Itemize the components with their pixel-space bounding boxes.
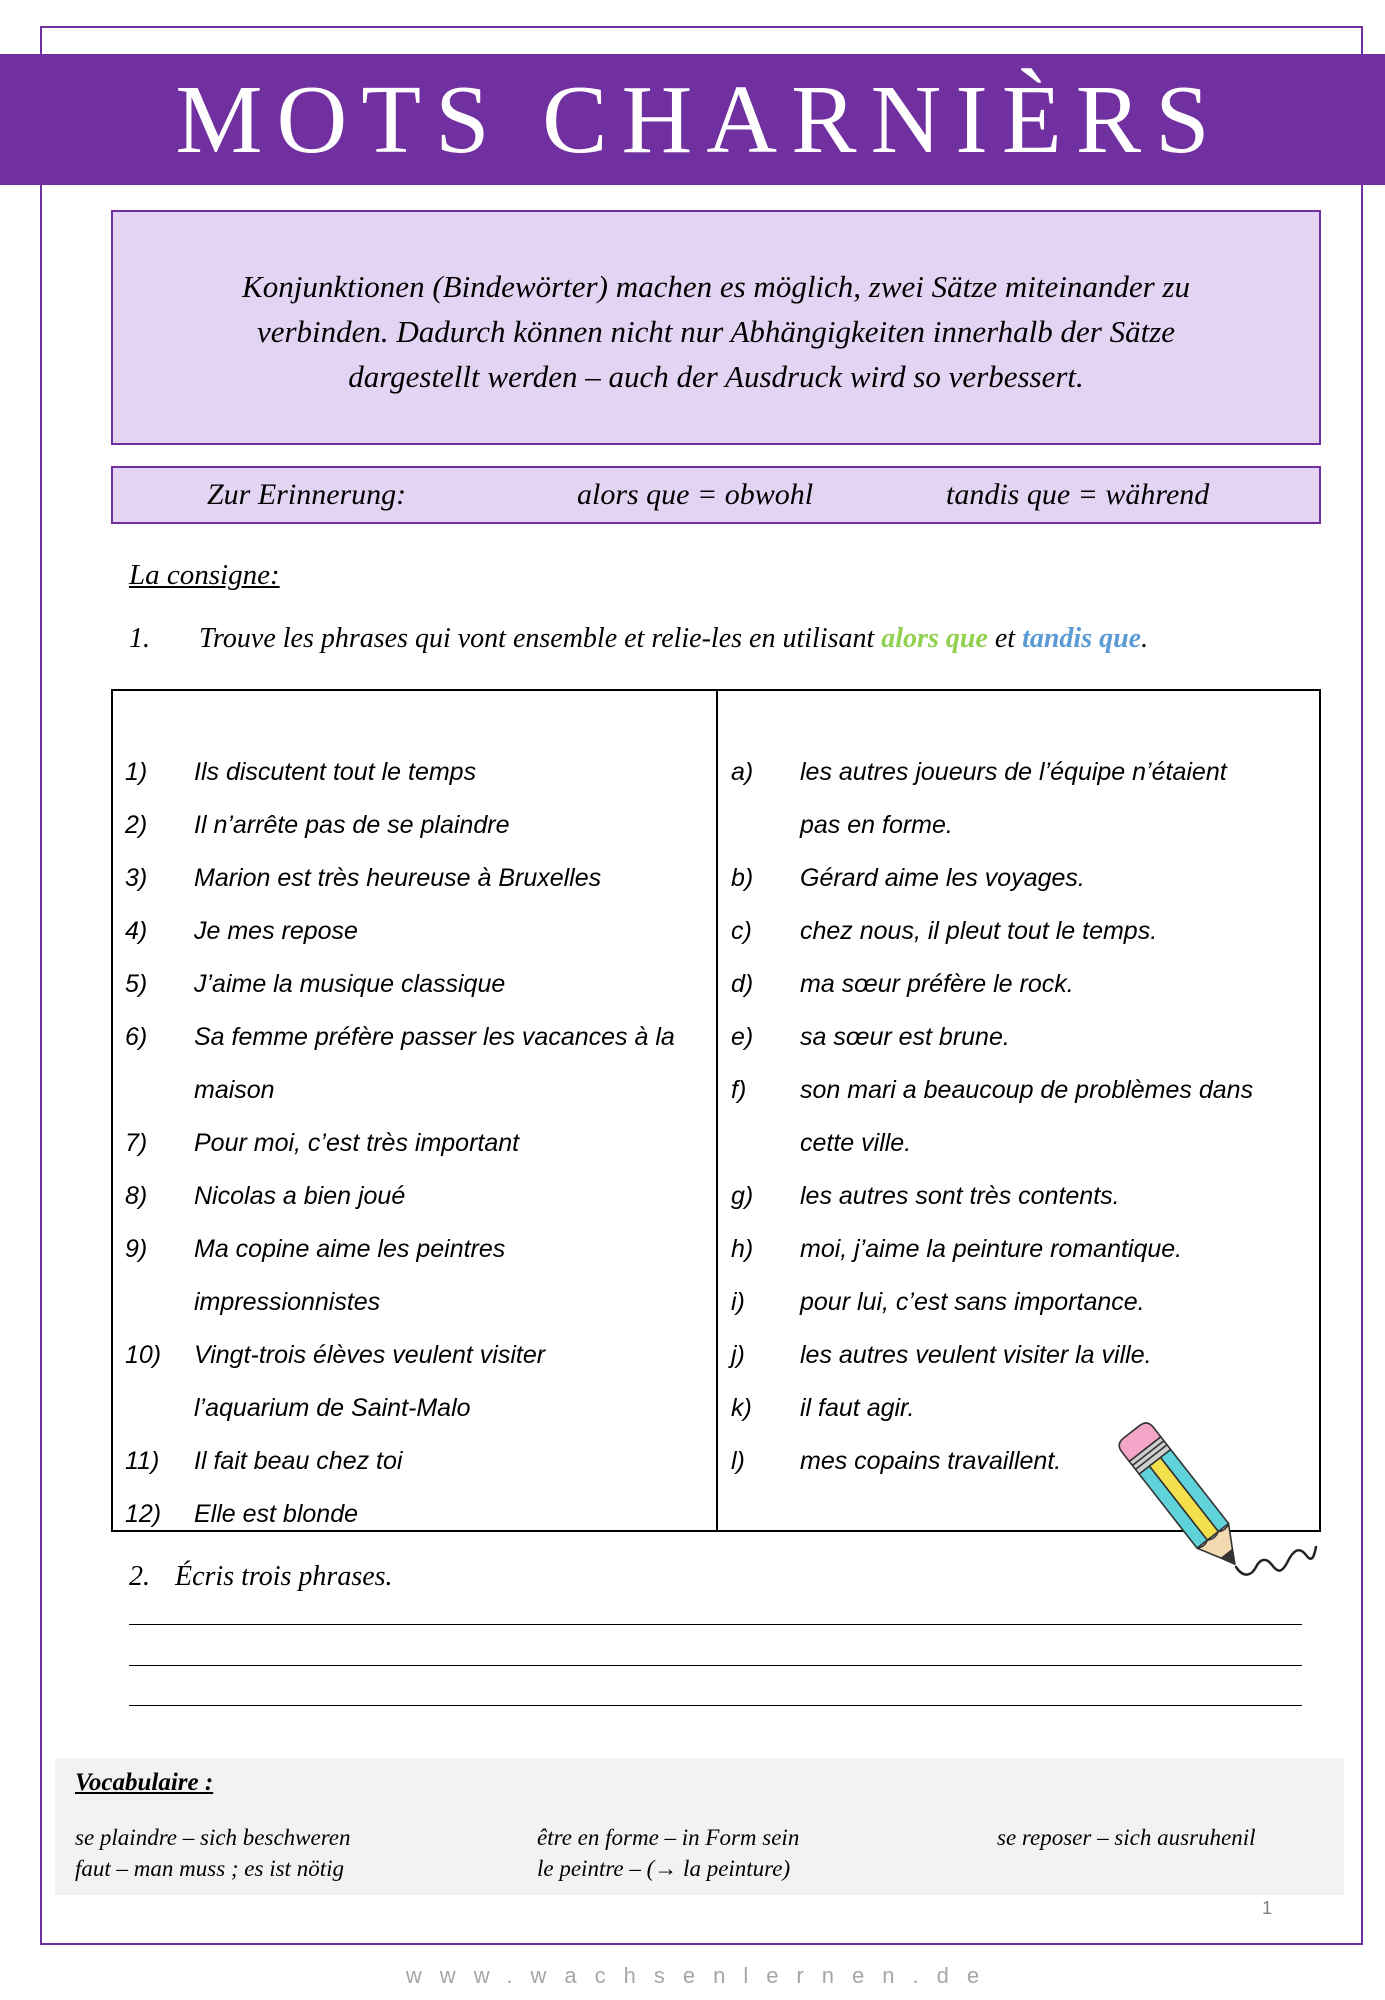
- item-letter: b): [731, 864, 754, 892]
- vocabulary-entry: faut – man muss ; es ist nötig: [75, 1856, 344, 1881]
- left-item: [125, 1435, 402, 1488]
- item-letter: j): [731, 1341, 745, 1369]
- vocabulary-box: [55, 1758, 1344, 1895]
- left-item: [125, 1170, 405, 1223]
- item-number: 8): [125, 1182, 148, 1210]
- highlight-tandis-que: tandis que: [1022, 623, 1142, 654]
- right-item: [731, 958, 1074, 1011]
- item-number: 2): [125, 811, 148, 839]
- right-item: [731, 1011, 1010, 1064]
- left-item: [125, 1329, 545, 1435]
- item-letter: d): [731, 970, 754, 998]
- item-number: 11): [125, 1447, 160, 1475]
- reminder-tandis-que: tandis que = während: [946, 478, 1210, 511]
- item-number: 6): [125, 1023, 148, 1051]
- left-item: [125, 905, 358, 958]
- vocabulary-heading: Vocabulaire :: [75, 1769, 214, 1796]
- left-item: [125, 1223, 505, 1329]
- item-text: Nicolas a bien joué: [194, 1182, 406, 1210]
- left-item: [125, 1011, 675, 1117]
- item-text: sa sœur est brune.: [800, 1023, 1010, 1051]
- reminder-label: Zur Erinnerung:: [207, 478, 407, 511]
- item-number: 5): [125, 970, 148, 998]
- vocabulary-entry: se plaindre – sich beschweren: [75, 1825, 351, 1850]
- reminder-alors-que: alors que = obwohl: [577, 478, 814, 511]
- item-text: Ils discutent tout le temps: [194, 758, 477, 786]
- task-text: Écris trois phrases.: [175, 1561, 393, 1592]
- answer-line: [129, 1705, 1302, 1706]
- intro-line: verbinden. Dadurch können nicht nur Abhängigkeiten innerhalb der Sätze: [256, 314, 1176, 349]
- item-text: impressionnistes: [194, 1288, 381, 1316]
- task-text: .: [1141, 623, 1149, 654]
- item-text: Elle est blonde: [194, 1500, 359, 1528]
- item-number: 9): [125, 1235, 148, 1263]
- left-item: [125, 1488, 358, 1541]
- right-item: [731, 1382, 914, 1435]
- item-letter: f): [731, 1076, 747, 1104]
- right-item: [731, 905, 1157, 958]
- left-item: [125, 852, 601, 905]
- item-text: mes copains travaillent.: [800, 1447, 1062, 1475]
- item-letter: i): [731, 1288, 745, 1316]
- item-text: Ma copine aime les peintres: [194, 1235, 506, 1263]
- intro-line: dargestellt werden – auch der Ausdruck wird so verbessert.: [348, 359, 1084, 394]
- item-text: l’aquarium de Saint-Malo: [194, 1394, 471, 1422]
- left-item: [125, 799, 509, 852]
- left-item: [125, 958, 505, 1011]
- right-item: [731, 1064, 1253, 1170]
- item-text: Pour moi, c’est très important: [194, 1129, 520, 1157]
- intro-box: [111, 210, 1321, 445]
- item-text: chez nous, il pleut tout le temps.: [800, 917, 1158, 945]
- item-letter: l): [731, 1447, 745, 1475]
- vocabulary-entry: se reposer – sich ausruhenil: [997, 1825, 1256, 1850]
- item-text: il faut agir.: [800, 1394, 915, 1422]
- right-item: [731, 1329, 1152, 1382]
- item-number: 1): [125, 758, 148, 786]
- item-text: pour lui, c’est sans importance.: [800, 1288, 1145, 1316]
- task-text: et: [987, 623, 1023, 654]
- item-number: 4): [125, 917, 148, 945]
- item-text: Vingt-trois élèves veulent visiter: [194, 1341, 546, 1369]
- right-item: [731, 1170, 1120, 1223]
- item-letter: e): [731, 1023, 754, 1051]
- right-item: [731, 1276, 1145, 1329]
- item-number: 12): [125, 1500, 162, 1528]
- item-text: cette ville.: [800, 1129, 912, 1157]
- item-text: pas en forme.: [800, 811, 953, 839]
- item-text: maison: [194, 1076, 275, 1104]
- page-title: MOTS CHARNIÈRS: [175, 65, 1224, 174]
- item-text: Marion est très heureuse à Bruxelles: [194, 864, 602, 892]
- reminder-box: [111, 466, 1321, 524]
- item-text: ma sœur préfère le rock.: [800, 970, 1074, 998]
- item-letter: g): [731, 1182, 754, 1210]
- item-letter: h): [731, 1235, 754, 1263]
- item-number: 7): [125, 1129, 148, 1157]
- answer-line: [129, 1665, 1302, 1666]
- item-text: J’aime la musique classique: [194, 970, 506, 998]
- item-text: son mari a beaucoup de problèmes dans: [800, 1076, 1254, 1104]
- item-letter: k): [731, 1394, 752, 1422]
- vocabulary-entry: être en forme – in Form sein: [537, 1825, 800, 1850]
- answer-line: [129, 1624, 1302, 1625]
- vocabulary-entry: le peintre – (→ la peinture): [537, 1856, 791, 1881]
- table-divider: [716, 689, 718, 1532]
- right-item: [731, 852, 1085, 905]
- task-2: [129, 1557, 393, 1597]
- task-1: [129, 619, 1148, 659]
- highlight-alors-que: alors que: [881, 623, 988, 654]
- right-item: [731, 746, 1227, 852]
- item-text: Il n’arrête pas de se plaindre: [194, 811, 510, 839]
- item-text: les autres veulent visiter la ville.: [800, 1341, 1152, 1369]
- title-banner: [0, 54, 1385, 185]
- left-item: [125, 1117, 519, 1170]
- task-number: 2.: [129, 1561, 150, 1592]
- intro-line: Konjunktionen (Bindewörter) machen es möglich, zwei Sätze miteinander zu: [242, 269, 1190, 304]
- pencil-icon: [1084, 1407, 1321, 1595]
- task-text: Trouve les phrases qui vont ensemble et relie-les en utilisant: [199, 623, 882, 654]
- task-number: 1.: [129, 623, 150, 654]
- item-text: les autres sont très contents.: [800, 1182, 1120, 1210]
- right-item: [731, 1223, 1182, 1276]
- item-text: Je mes repose: [194, 917, 358, 945]
- item-text: moi, j’aime la peinture romantique.: [800, 1235, 1183, 1263]
- item-letter: a): [731, 758, 754, 786]
- left-item: [125, 746, 476, 799]
- instruction-heading: La consigne:: [129, 559, 280, 591]
- right-item: [731, 1435, 1061, 1488]
- item-letter: c): [731, 917, 752, 945]
- item-number: 3): [125, 864, 148, 892]
- item-text: Gérard aime les voyages.: [800, 864, 1085, 892]
- page-number: 1: [1262, 1898, 1273, 1918]
- item-text: les autres joueurs de l’équipe n’étaient: [800, 758, 1227, 786]
- item-text: Sa femme préfère passer les vacances à la: [194, 1023, 675, 1051]
- footer-website: www.wachsenlernen.de: [405, 1963, 998, 1988]
- item-text: Il fait beau chez toi: [194, 1447, 403, 1475]
- item-number: 10): [125, 1341, 162, 1369]
